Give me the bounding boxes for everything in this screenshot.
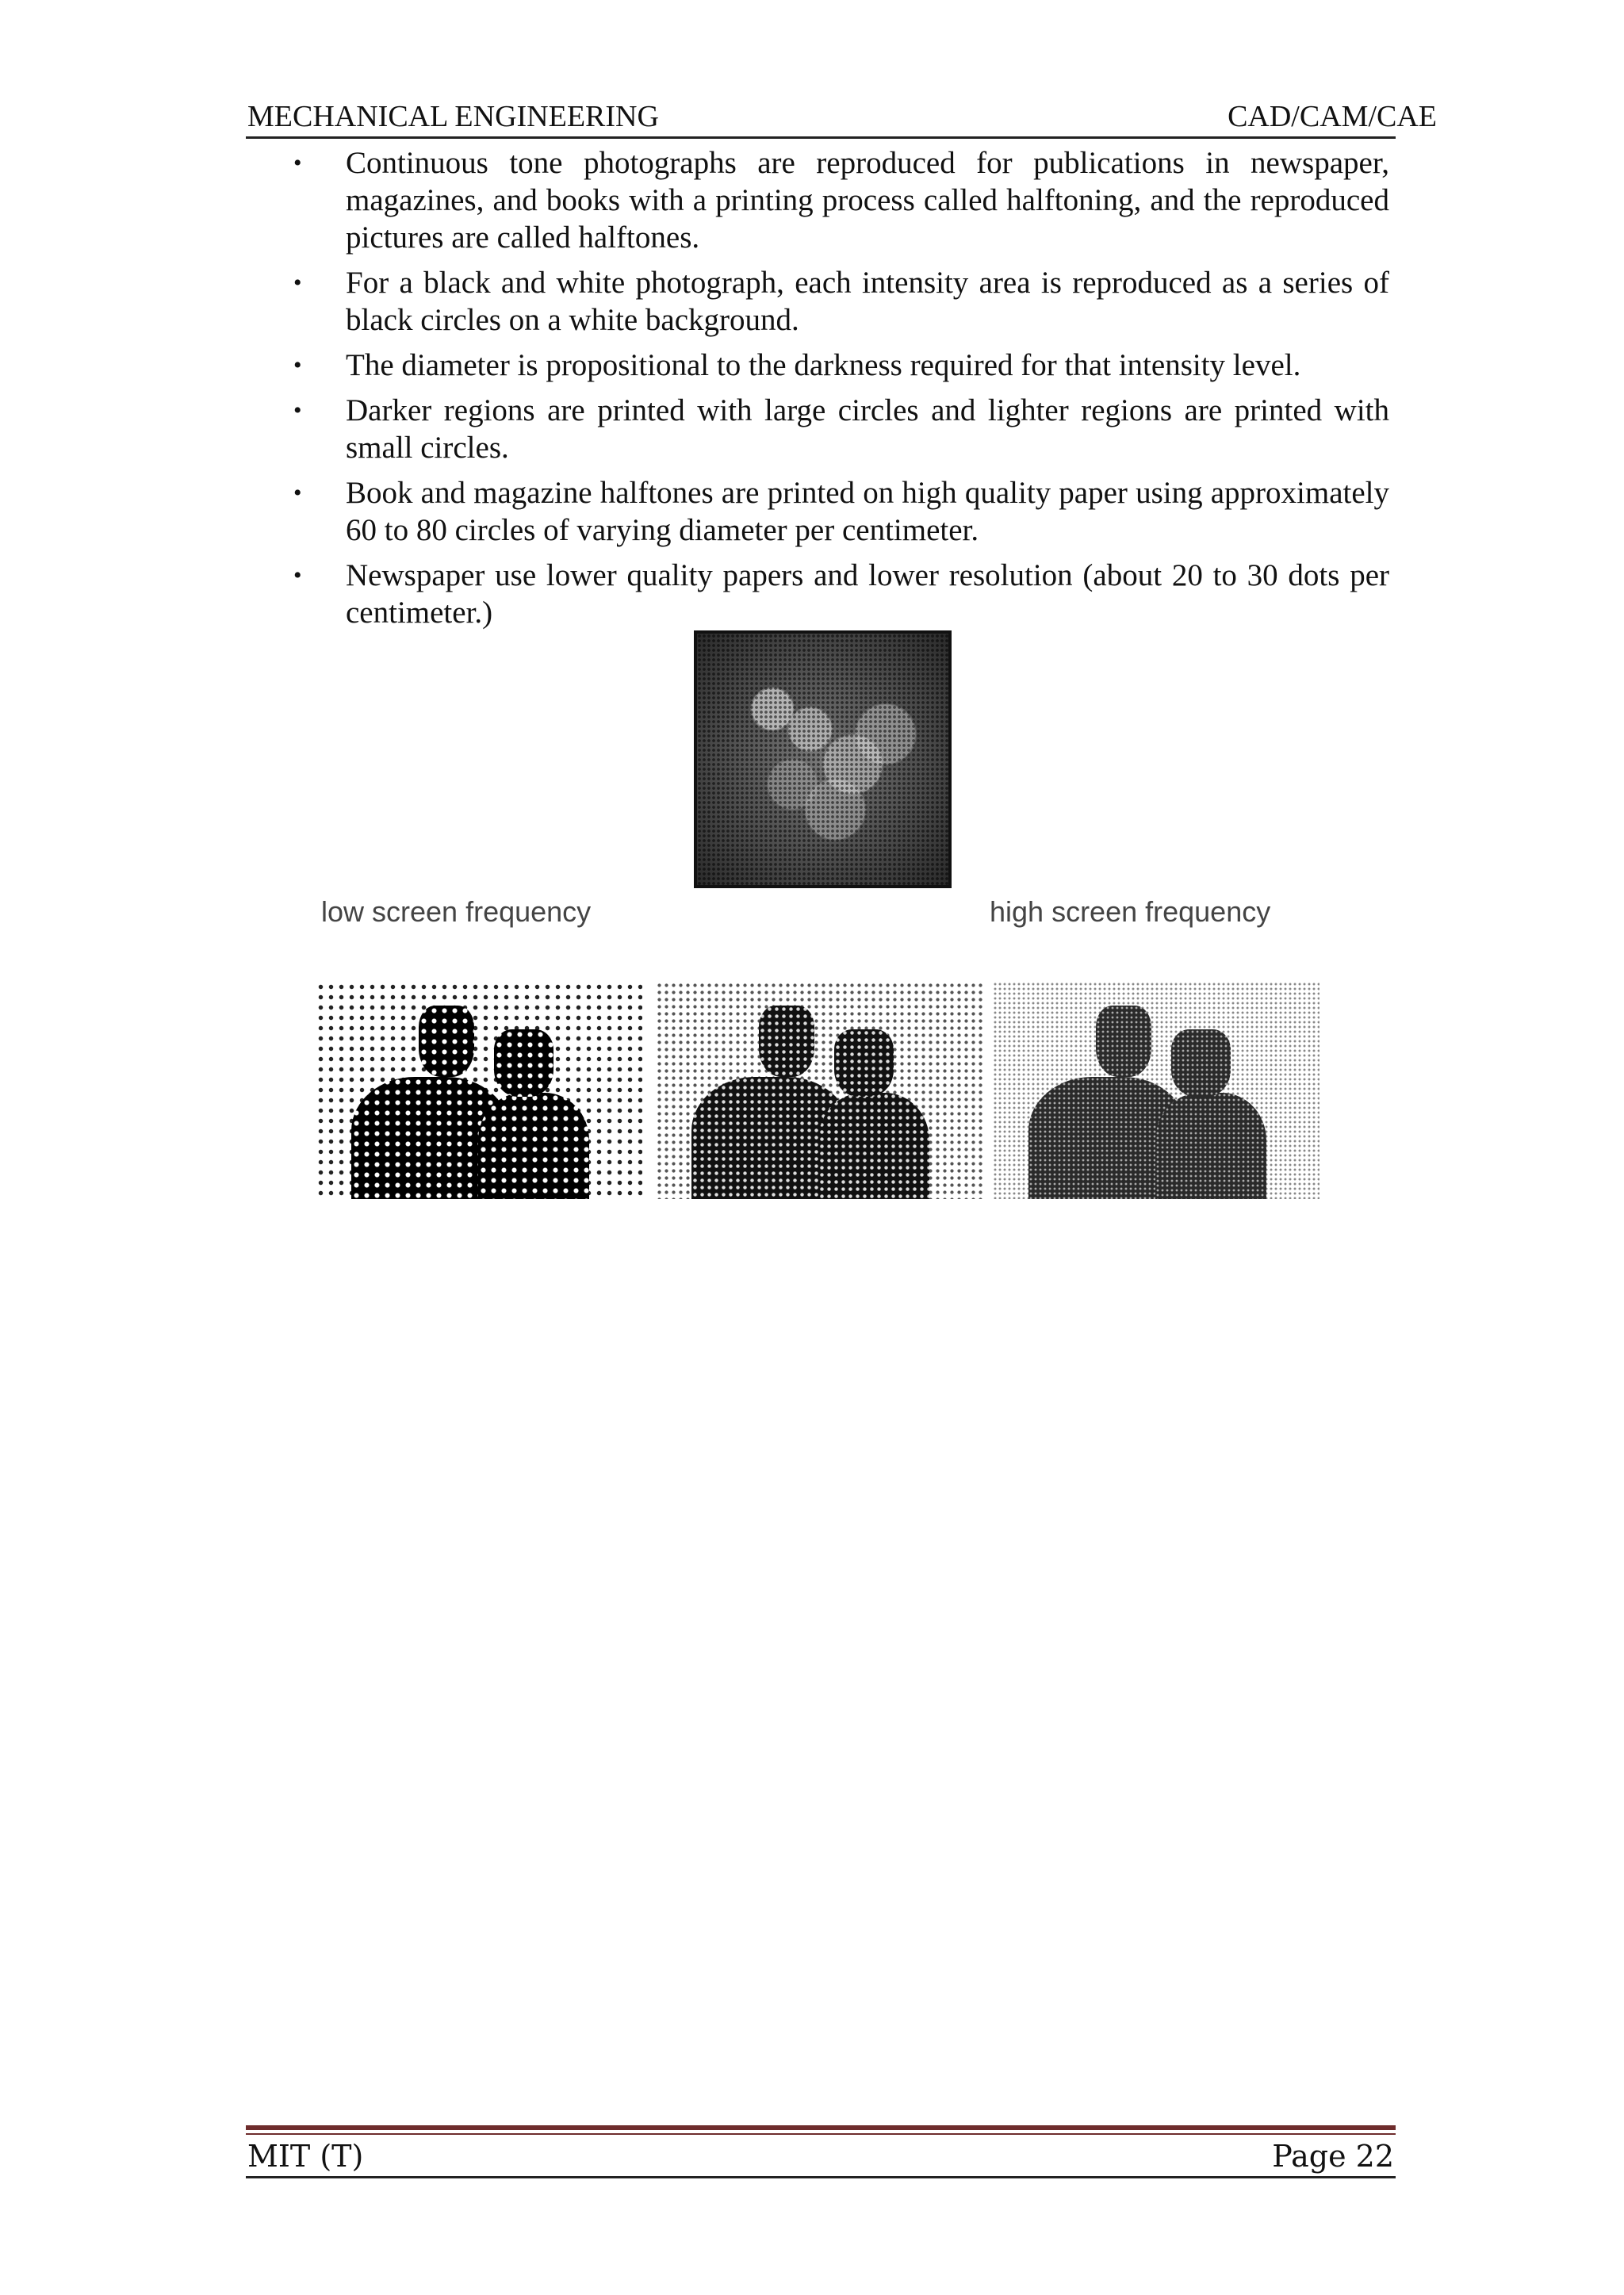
halftone-medium-frequency-image [656, 982, 982, 1199]
footer-divider-thin [246, 2133, 1396, 2135]
bullet-text: Newspaper use lower quality papers and lower resolution (about 20 to 30 dots per centimeter.) [346, 558, 1389, 630]
halftone-low-frequency-image [316, 982, 642, 1199]
bullet-text: For a black and white photograph, each intensity area is reproduced as a series of black circles on a white background. [346, 266, 1389, 337]
bullet-list [293, 144, 1389, 639]
caption-low-screen-frequency: low screen frequency [321, 895, 592, 928]
bullet-icon: • [293, 150, 302, 176]
header-subject: CAD/CAM/CAE [1228, 100, 1437, 133]
list-item [293, 557, 1389, 631]
header-department: MECHANICAL ENGINEERING [247, 100, 659, 133]
bullet-text: Book and magazine halftones are printed on high quality paper using approximately 60 to 80 circles of varying diameter per centimeter. [346, 476, 1389, 547]
bullet-icon: • [293, 480, 302, 506]
bullet-text: Continuous tone photographs are reproduced for publications in newspaper, magazines, and books with a printing process called halftoning, and the reproduced pictures are called halftones. [346, 146, 1389, 255]
list-item [293, 474, 1389, 549]
list-item [293, 347, 1389, 384]
bullet-text: Darker regions are printed with large circles and lighter regions are printed with small circles. [346, 393, 1389, 465]
footer-institution: MIT (T) [247, 2139, 364, 2174]
list-item [293, 144, 1389, 256]
page-number: Page 22 [1272, 2139, 1394, 2174]
halftone-grapes-image [694, 630, 952, 888]
page-header [246, 97, 1437, 139]
footer-divider [246, 2125, 1396, 2130]
bullet-icon: • [293, 352, 302, 378]
bullet-icon: • [293, 270, 302, 296]
caption-high-screen-frequency: high screen frequency [990, 895, 1271, 928]
bullet-text: The diameter is propositional to the darkness required for that intensity level. [346, 348, 1301, 382]
list-item [293, 392, 1389, 466]
halftone-high-frequency-image [993, 982, 1320, 1199]
bullet-icon: • [293, 397, 302, 423]
page-footer [246, 2136, 1396, 2178]
bullet-icon: • [293, 562, 302, 588]
list-item [293, 264, 1389, 339]
